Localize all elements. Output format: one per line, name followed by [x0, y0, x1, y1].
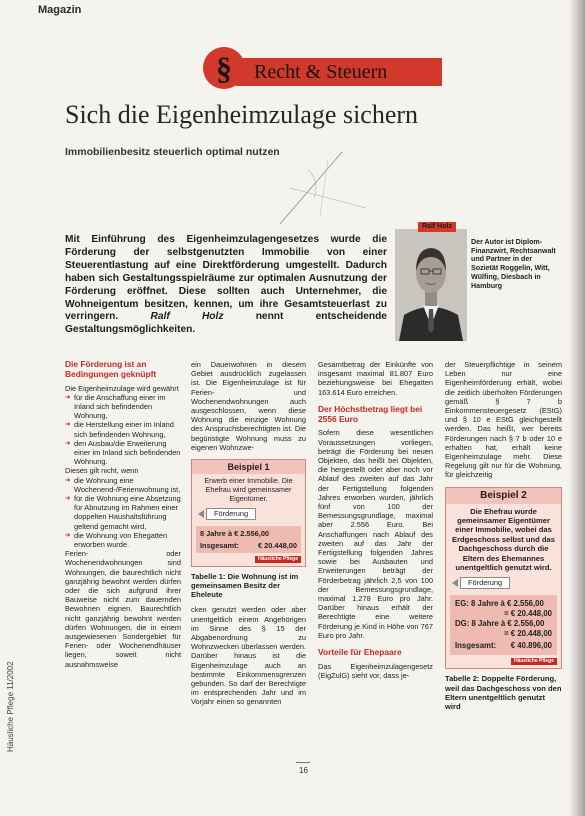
pen-stroke-illustration — [268, 150, 378, 230]
bullet-item: ➜ die Wohnung von Ehegatten erworben wurde. — [65, 531, 181, 549]
article-column-2 — [191, 360, 306, 758]
issue-label: Häusliche Pflege 11/2002 — [6, 661, 15, 752]
intro-tail: nennt entscheidende Gestaltungsmöglichkeiten. — [65, 311, 387, 336]
article-column-4 — [445, 360, 562, 758]
example-title: Beispiel 1 — [192, 460, 305, 474]
article-subtitle: Immobilienbesitz steuerlich optimal nutzen — [65, 146, 280, 158]
scan-edge-shadow — [569, 0, 585, 816]
intro-text: Mit Einführung des Eigenheimzulagengesetzes wurde die Förderung der selbstgenutzten Immobilie von einer Steuerentlastung auf eine Direktförderung umgestellt. Dadurch haben sich Gestaltungsspielräume zur optimalen Ausnutzung der Förderung eröffnet. Diese sollten auch Unternehmer, die Wohneigentum besitzen, kennen, um ihre Gesamtsteuerlast zu verringern. — [65, 234, 387, 323]
section-heading: Vorteile für Ehepaare — [318, 647, 402, 658]
calculation-value: = € 20.448,00 — [504, 629, 552, 639]
bullet-item: ➜ für die Anschaffung einer im Inland sich befindenden Wohnung, — [65, 393, 181, 421]
calculation-total-row — [455, 641, 552, 651]
arrow-left-icon — [198, 510, 204, 518]
example-description: Die Ehefrau wurde gemeinsamer Eigentümer einer Immobilie, wobei das Erdgeschoss selbst und das Dachgeschoss durch die Eltern des Ehemannes unentgeltlich genutzt wird. — [452, 506, 555, 573]
bullet-item: ➜ die Herstellung einer im Inland sich befindenden Wohnung, — [65, 420, 181, 438]
category-banner: Recht & Steuern — [236, 58, 442, 86]
intro-paragraph — [65, 234, 387, 337]
section-heading: Der Höchstbetrag liegt bei 2556 Euro — [318, 403, 423, 424]
body-paragraph: Die Eigenheimzulage wird gewährt — [65, 383, 179, 393]
body-paragraph: cken genutzt werden oder aber unentgeltlich einem Angehörigen im Sinne des § 15 der Abgabenordnung zu Wohnzwecken überlassen werden. Darüber hinaus ist die Eigenheimzulage auch an bestimmte Einkommensgrenzen gebunden. So darf der Berechtigte im entsprechenden Jahr und im Vorjahr einen so genannten — [191, 605, 306, 707]
body-paragraph: Das Eigenheimzulagengesetz (EigZulG) sieht vor, dass je- — [318, 661, 433, 681]
calculation-value: = € 20.448,00 — [504, 609, 552, 619]
calculation-total-row — [200, 541, 297, 550]
calculation-band — [196, 526, 301, 552]
calculation-row — [455, 619, 552, 639]
author-photo — [395, 229, 467, 341]
body-paragraph: Sofern diese wesentlichen Voraussetzungen vorliegen, beträgt die Förderung bei neuen Objekten, das heißt bei Objekten, die hergestellt oder aber noch vor Ablauf des zweiten auf das Jahr der Fertigstellung folgenden Jahres erworben wurden, jährlich fünf von 100 der Bemessungsgrundlage, maximal aber 2.556 Euro. Bei Anschaffungen nach Ablauf des zweiten auf das Jahr der Fertigstellung folgenden Jahres sowie bei Ausbauten und Erweiterungen beträgt der Förderbetrag jährlich 2,5 von 100 der Bemessungsgrundlage, maximal 1.278 Euro pro Jahr. Darüber hinaus erhält der Berechtigte eine weitere Förderung je Kind in Höhe von 767 Euro pro Jahr. — [318, 428, 433, 640]
body-paragraph: Dieses gilt nicht, wenn — [65, 466, 139, 476]
bullet-item: ➜ für die Wohnung eine Absetzung für Abnutzung im Rahmen einer doppelten Haushaltsführung geltend gemacht wird, — [65, 494, 181, 531]
calculation-row — [200, 529, 297, 538]
section-heading: Die Förderung ist an Bedingungen geknüpft — [65, 360, 157, 379]
magazine-logo: Häusliche Pflege — [255, 556, 301, 563]
article-title: Sich die Eigenheimzulage sichern — [65, 100, 419, 129]
section-tab: Magazin — [38, 4, 82, 16]
funding-label: Förderung — [460, 577, 510, 589]
magazine-logo: Häusliche Pflege — [511, 658, 557, 665]
calculation-label: Insgesamt: — [200, 540, 240, 550]
calculation-value: € 20.448,00 — [257, 540, 297, 550]
page-number: 16 — [299, 766, 308, 775]
body-paragraph: ein Dauerwohnen in diesem Gebiet ausdrücklich zugelassen ist. Die Eigenheimzulage ist für Ferien- und Wochenendwohnungen auch ausgeschlossen, wenn diese Wohnung die einzige Wohnung des Anspruchsberechtigten ist. Die begünstigte Wohnung muss zu eigenen Wohnzwe- — [191, 360, 306, 452]
calculation-label: EG: 8 Jahre à € 2.556,00 — [455, 599, 544, 609]
table-caption: Tabelle 2: Doppelte Förderung, weil das Dachgeschoss von den Eltern unentgeltlich genutzt wird — [445, 674, 562, 712]
footer-rule — [296, 762, 310, 763]
article-column-1 — [65, 360, 181, 758]
example-description: Erwerb einer Immobilie. Die Ehefrau wird gemeinsamer Eigentümer. — [204, 476, 293, 503]
intro-author: Ralf Holz — [150, 311, 224, 323]
author-bio: Der Autor ist Diplom-Finanzwirt, Rechtsanwalt und Partner in der Sozietät Roggelin, Witt, Wülfing, Diesbach in Hamburg — [471, 238, 556, 290]
body-paragraph: Ferien- oder Wochenendwohnungen sind Wohnungen, die baurechtlich nicht ganzjährig bewohnt werden dürfen oder die sich aufgrund ihrer Bauweise nicht zum dauernden Bewohnen eignen. Baurechtlich nicht ganzjährig bewohnt werden dürfen Wohnungen, die in einem ausgewiesenen Sondergebiet für Ferien- oder Wochenendhäuser liegen, soweit nicht ausnahmsweise — [65, 549, 181, 669]
body-paragraph: der Steuerpflichtige in seinem Leben nur eine Eigenheimförderung erhält, wobei die zeitlich überholten Förderungen gemäß § 7 b Einkommensteuergesetz (EStG) und § 10 e EStG gleichgestellt werden. Das heißt, wer bereits Förderungen nach § 7 b oder 10 e erhalten hat, erhält keine Eigenheimzulage mehr. Diese Regelung gilt nur für die Wohnung, für gleichzeitig — [445, 360, 562, 480]
calculation-row — [455, 599, 552, 619]
table-caption: Tabelle 1: Die Wohnung ist im gemeinsamen Besitz der Eheleute — [191, 571, 299, 600]
author-photo-label: Ralf Holz — [418, 222, 456, 232]
calculation-band — [450, 595, 557, 655]
calculation-label: DG: 8 Jahre à € 2.556,00 — [455, 619, 545, 629]
calculation-value: € 40.896,00 — [510, 641, 552, 651]
calculation-label: Insgesamt: — [455, 641, 497, 651]
funding-row — [446, 575, 561, 591]
bullet-item: ➜ den Ausbau/die Erweiterung einer im Inland sich befindenden Wohnung. — [65, 439, 181, 467]
calculation-label: 8 Jahre à € 2.556,00 — [200, 529, 270, 539]
example-box — [445, 487, 562, 670]
paragraph-symbol-icon: § — [203, 47, 245, 89]
example-box — [191, 459, 306, 567]
bullet-item: ➜ die Wohnung eine Wochenend-/Ferienwohnung ist, — [65, 476, 181, 494]
funding-label: Förderung — [206, 508, 256, 520]
funding-row — [192, 506, 305, 522]
example-title: Beispiel 2 — [446, 488, 561, 504]
article-column-3 — [318, 360, 433, 758]
arrow-left-icon — [452, 579, 458, 587]
body-paragraph: Gesamtbetrag der Einkünfte von insgesamt maximal 81.807 Euro beziehungsweise bei Ehegatten 163.614 Euro erreichen. — [318, 360, 433, 397]
